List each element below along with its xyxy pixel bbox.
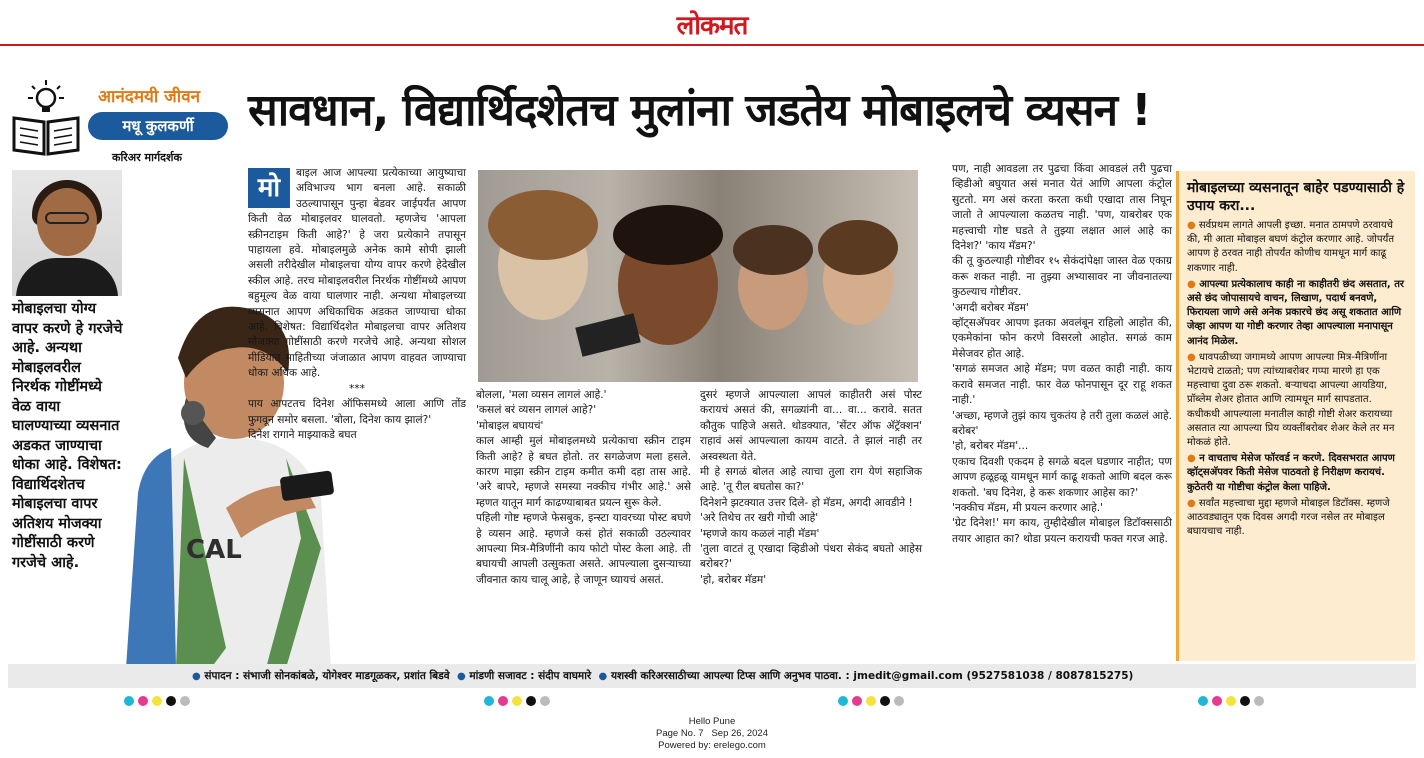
- article-paragraph: 'अच्छा, म्हणजे तुझं काय चुकतंय हे तरी तुला कळलं आहे. बरोबर': [952, 409, 1172, 437]
- page-info: [0, 716, 1424, 752]
- pull-quote: मोबाइलचा योग्य वापर करणे हे गरजेचे आहे. अन्यथा मोबाइलवरील निरर्थक गोष्टींमध्ये वेळ वाया घालण्याच्या व्यसनात अडकत जाण्याचा धोका आहे. विशेषत: विद्यार्थिदशेतच मोबाइलचा वापर अतिशय मोजक्या गोष्टींसाठी करणे गरजेचे आहे.: [12, 301, 123, 571]
- drop-cap: मो: [248, 168, 290, 208]
- credits-strip: ● संपादन : संभाजी सोनकांबळे, योगेश्वर माडगूळकर, प्रशांत बिडवे ● मांडणी सजावट : संदीप वाघमारे ● यशस्वी करिअरसाठीच्या आपल्या टिप्स आणि अनुभव पाठवा. : jmedit@gmail.com (9527581038 / 8087815275): [8, 664, 1416, 688]
- registration-marks-left: [124, 696, 190, 706]
- article-paragraph: मी हे सगळं बोलत आहे त्याचा तुला राग येणं सहाजिक आहे. 'तू रील बघतोस का?': [700, 466, 922, 494]
- author-name-badge: मधू कुलकर्णी: [88, 112, 228, 140]
- newspaper-logo: लोकमत: [676, 11, 748, 41]
- article-paragraph: 'ग्रेट दिनेश!' मग काय, तुम्हीदेखील मोबाइल डिटॉक्ससाठी तयार आहात का? थोडा प्रयत्न करायची फक्त गरज आहे.: [952, 517, 1172, 545]
- bullet-icon: ●: [1187, 351, 1196, 363]
- author-photo: [12, 170, 122, 296]
- article-paragraph: दिनेश रागाने माझ्याकडे बघत: [248, 428, 357, 441]
- page-and-date: Page No. 7 Sep 26, 2024: [656, 728, 768, 739]
- svg-text:CAL: CAL: [186, 535, 242, 565]
- tips-title: मोबाइलच्या व्यसनातून बाहेर पडण्यासाठी हे उपाय करा...: [1187, 180, 1405, 214]
- bullet-icon: ●: [1187, 278, 1196, 290]
- editor-credit: संपादन : संभाजी सोनकांबळे, योगेश्वर माडगूळकर, प्रशांत बिडवे: [204, 670, 450, 682]
- tip-item: ● आपल्या प्रत्येकालाच काही ना काहीतरी छंद असतात, तर असे छंद जोपासायचे वाचन, लिखाण, पदार्थ बनवणे, फिरायला जाणे असे अनेक प्रकारचे छंद असू शकतात आणि जेव्हा आपण या गोष्टी करणार तेव्हा आपल्याला मनापासून आनंद मिळेल.: [1187, 278, 1404, 347]
- article-paragraph: 'नक्कीच मॅडम, मी प्रयत्न करणार आहे.': [952, 501, 1104, 514]
- article-paragraph: 'हो, बरोबर मॅडम': [700, 573, 767, 586]
- article-paragraph: एकाच दिवशी एकदम हे सगळे बदल घडणार नाहीत; पण आपण हळूहळू यामधून मार्ग काढू शकतो आणि बदल करू शकतो. 'बघ दिनेश, हे करू शकणार आहेस का?': [952, 455, 1172, 499]
- powered-by: Powered by: erelego.com: [658, 740, 766, 751]
- article-paragraph: पण, नाही आवडला तर पुढचा किंवा आवडलं तरी पुढचा व्हिडीओ बघुयात असं मनात येतं आणि आपला कंट्रोल सुटतो. मग असं करता करता कधी एखादा तास निघून जातो ते आपल्याला कळतच नाही. 'पण, याबरोबर एक महत्त्वाची गोष्ट घडते ते तुझ्या लक्षात आलं आहे का दिनेश?' 'काय मॅडम?': [952, 163, 1172, 253]
- article-paragraph: 'हो, बरोबर मॅडम'...: [952, 440, 1029, 453]
- article-column-4: [952, 162, 1172, 547]
- article-paragraph: 'कसलं बरं व्यसन लागलं आहे?': [476, 404, 597, 417]
- article-paragraph: 'मोबाइल बघायचं': [476, 419, 544, 432]
- tip-item: ● धावपळीच्या जगामध्ये आपण आपल्या मित्र-मैत्रिणींना भेटायचे टाळतो; पण त्यांच्याबरोबर गप्पा मारणे हा एक महत्त्वाचा दुवा ठरू शकतो. बऱ्याचदा आपल्या आयडिया, प्रॉब्लेम शेअर होतात आणि त्यामधून मार्ग सापडतात. कधीकधी आपल्याला मनातील काही गोष्टी शेअर करायच्या असतात त्या आपल्या प्रिय व्यक्तींबरोबर शेअर केले तर मन मोकळं होते.: [1187, 351, 1395, 449]
- column-brand: आनंदमयी जीवन: [98, 87, 201, 107]
- article-paragraph: दुसरं म्हणजे आपल्याला आपलं काहीतरी असं पोस्ट करायचं असतं की, सगळ्यांनी वा... वा... करावे. सतत कौतुक पाहिजे असते. थोडक्यात, 'सेंटर ऑफ अ‍ॅट्रॅक्शन' राहावं असं आपल्याला कायम वाटते. ते झालं नाही तर अस्वस्थता येते.: [700, 389, 922, 463]
- article-paragraph: बाइल आज आपल्या प्रत्येकाच्या आयुष्याचा अविभाज्य भाग बनला आहे. सकाळी उठल्यापासून पुन्हा बेडवर जाईपर्यंत आपण किती वेळ मोबाइलवर घालवतो. म्हणजेच 'आपला स्क्रीनटाइम किती आहे?' हे जरा प्रत्येकाने तपासून पाहायला हवे. मोबाइलमुळे अनेक कामे सोपी झाली असली तरीदेखील मोबाइलचा योग्य वापर करणे हेदेखील स्कील आहे. तरच मोबाइलवरील निरर्थक गोष्टींमध्ये आपण बहुमूल्य वेळ वाया घालणार नाही. अन्यथा मोबाइलच्या व्यसनात आपण अधिकाधिक अडकत जाण्याचा धोका आहे. विशेषत: विद्यार्थिदशेत मोबाइलचा वापर अतिशय मोजक्या गोष्टींसाठी करणे गरजेचे आहे. अन्यथा सोशल मीडियात माहितीच्या जंजाळात आपण वाहवत जाण्याचा धोका अधिक आहे.: [248, 167, 466, 380]
- article-paragraph: 'तुला वाटतं तू एखादा व्हिडीओ पंधरा सेकंद बघतो आहेस बरोबर?': [700, 543, 922, 571]
- column-header: [8, 70, 238, 175]
- article-paragraph: 'म्हणजे काय कळलं नाही मॅडम': [700, 527, 820, 540]
- article-column-2: [476, 388, 691, 588]
- article-column-3: [700, 388, 922, 588]
- tip-item: ● न वाचताच मेसेज फॉरवर्ड न करणे. दिवसभरात आपण व्हॉट्सअ‍ॅपवर किती मेसेज पाठवतो हे निरीक्षण करायचं. कुठेतरी या गोष्टीचा कंट्रोल केला पाहिजे.: [1187, 453, 1395, 493]
- tip-item: ● सर्वप्रथम लागते आपली इच्छा. मनात ठामपणे ठरवायचे की, मी आता मोबाइल बघणं कंट्रोल करणार आहे. जोपर्यंत आपण हे ठरवत नाही तोपर्यंत कोणीच यामधून मार्ग काढू शकणार नाही.: [1187, 220, 1395, 274]
- author-role: करिअर मार्गदर्शक: [112, 151, 182, 164]
- registration-marks-center-left: [484, 696, 550, 706]
- bullet-icon: ●: [1187, 453, 1196, 465]
- tips-sidebar: [1176, 171, 1415, 661]
- edition-name: Hello Pune: [688, 716, 736, 727]
- article-paragraph: व्हॉट्सअ‍ॅपवर आपण इतका अवलंबून राहिलो आहोत की, एकमेकांना फोन करणे विसरलो आहोत. सगळं काम मेसेजवर होत आहे.: [952, 317, 1172, 360]
- article-paragraph: 'सगळं समजत आहे मॅडम; पण वळत काही नाही. काय करावे समजत नाही. फार वेळ फोनपासून दूर राहू शकत नाही.': [952, 363, 1172, 407]
- article-page: [8, 58, 1416, 698]
- contact-info: यशस्वी करिअरसाठीच्या आपल्या टिप्स आणि अनुभव पाठवा. : jmedit@gmail.com (9527581038 / 8087815275): [610, 670, 1134, 682]
- section-separator: ***: [349, 382, 365, 395]
- students-with-phones-photo: [478, 170, 918, 382]
- article-paragraph: पहिली गोष्ट म्हणजे फेसबुक, इन्स्टा यावरच्या पोस्ट बघणे हे व्यसन आहे. म्हणजे कसं होतं सकाळी उठल्यावर आपल्या मित्र-मैत्रिणींनी काय फोटो पोस्ट केला आहे. ती बघायची आपली उत्सुकता असते. आपल्याला दुसऱ्याच्या जीवनात काय चालू आहे, हे जाणून घ्यायचं असतं.: [476, 512, 691, 586]
- article-paragraph: 'अरे तिथेच तर खरी गोची आहे': [700, 512, 819, 525]
- article-paragraph: दिनेशने झटक्यात उत्तर दिले- हो मॅडम, अगदी आवडीने !: [700, 496, 913, 509]
- bullet-icon: ●: [1187, 497, 1196, 509]
- article-paragraph: काल आम्ही मुलं मोबाइलमध्ये प्रत्येकाचा स्क्रीन टाइम किती आहे? हे बघत होतो. तर सगळेजण मला हसले. कारण माझा स्क्रीन टाइम कमीत कमी दहा तास आहे. 'अरे बापरे, म्हणजे समस्या नक्कीच गंभीर आहे.' असे म्हणत यातून मार्ग काढण्याबाबत प्रयत्न सुरू केले.: [476, 435, 691, 509]
- article-paragraph: पाय आपटतच दिनेश ऑफिसमध्ये आला आणि तोंड फुगवून समोर बसला. 'बोला, दिनेश काय झालं?': [248, 398, 466, 426]
- book-lightbulb-icon: [10, 76, 82, 156]
- article-paragraph: की तू कुठल्याही गोष्टीवर १५ सेकंदांपेक्षा जास्त वेळ एकाग्र करू शकत नाही. ना तुझ्या अभ्यासावर ना जीवनातल्या कुठल्याच गोष्टीवर.: [952, 255, 1172, 299]
- masthead: [0, 0, 1424, 46]
- layout-credit: मांडणी सजावट : संदीप वाघमारे: [469, 670, 592, 682]
- headline: सावधान, विद्यार्थिदशेतच मुलांना जडतेय मोबाइलचे व्यसन !: [248, 85, 1151, 136]
- registration-marks-right: [1198, 696, 1264, 706]
- article-paragraph: बोलला, 'मला व्यसन लागलं आहे.': [476, 389, 607, 401]
- article-paragraph: 'अगदी बरोबर मॅडम': [952, 301, 1029, 314]
- registration-marks-center-right: [838, 696, 904, 706]
- article-column-1: [248, 166, 466, 443]
- tip-item: ● सर्वांत महत्त्वाचा मुद्दा म्हणजे मोबाइल डिटॉक्स. म्हणजे आठवड्यातून एक दिवस अगदी गरज नसेल तर मोबाइल बघायचाच नाही.: [1187, 497, 1390, 538]
- bullet-icon: ●: [1187, 220, 1196, 231]
